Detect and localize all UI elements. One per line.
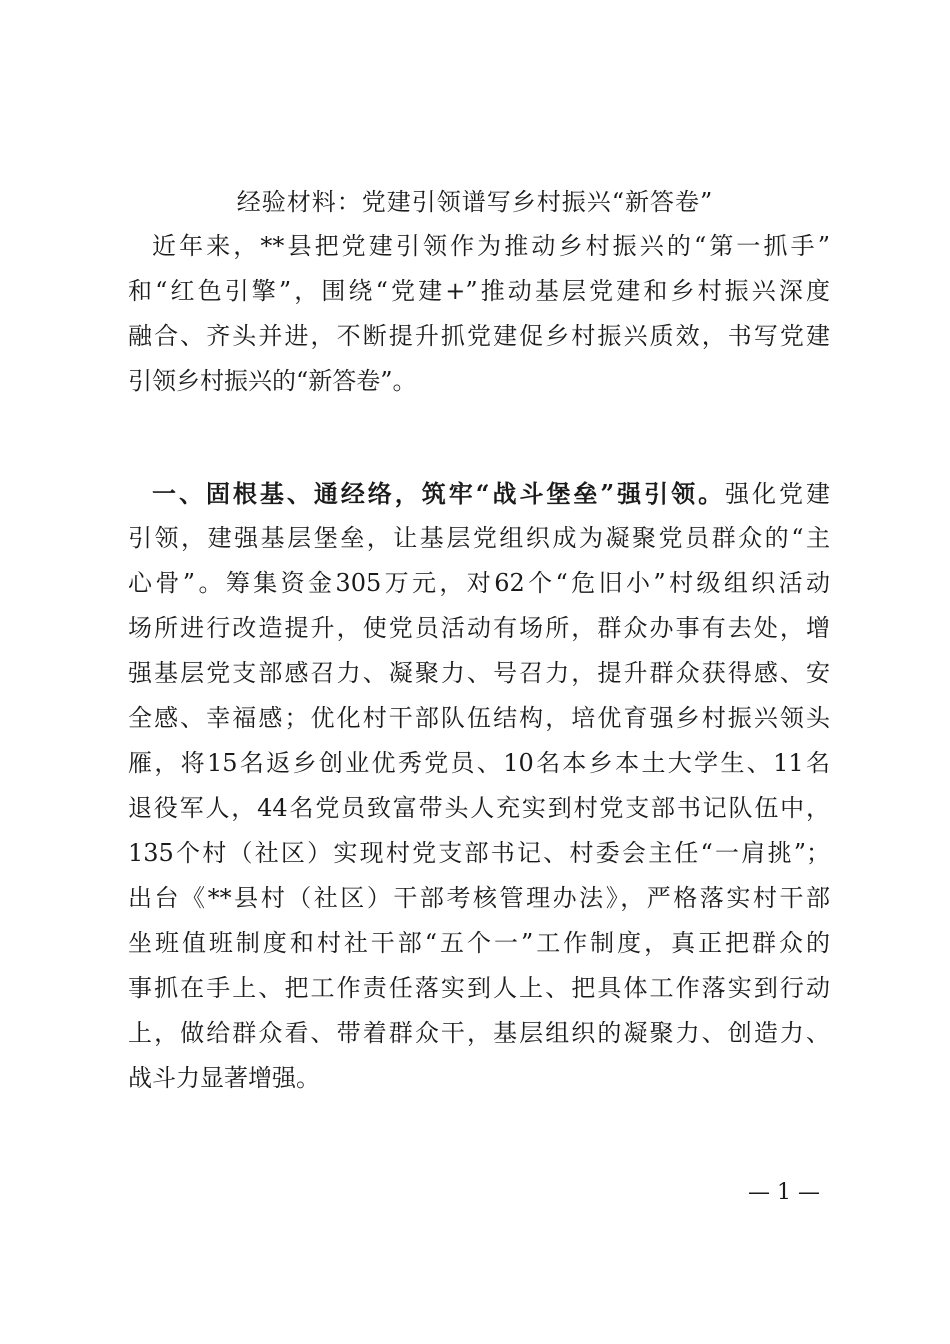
paragraph-intro (128, 224, 830, 404)
paragraph-line: 全感、幸福感；优化村干部队伍结构，培优育强乡村振兴领头 (128, 704, 830, 732)
first-line-rest: 强化党建 (725, 480, 831, 508)
paragraph-line: 引领乡村振兴的“新答卷”。 (128, 367, 417, 395)
paragraph-line: 近年来，**县把党建引领作为推动乡村振兴的“第一抓手” (152, 232, 830, 260)
paragraph-line: 强基层党支部感召力、凝聚力、号召力，提升群众获得感、安 (128, 659, 830, 687)
paragraph-line: 上，做给群众看、带着群众干，基层组织的凝聚力、创造力、 (128, 1019, 830, 1047)
document-title: 经验材料：党建引领谱写乡村振兴“新答卷” (236, 188, 714, 216)
paragraph-line: 出台《**县村（社区）干部考核管理办法》，严格落实村干部 (128, 884, 830, 912)
paragraph-line: 和“红色引擎”，围绕“党建+”推动基层党建和乡村振兴深度 (128, 277, 830, 305)
paragraph-line: 退役军人，44名党员致富带头人充实到村党支部书记队伍中， (128, 794, 830, 822)
paragraph-line: 心骨”。筹集资金305万元，对62个“危旧小”村级组织活动 (128, 569, 830, 597)
paragraph-line: 事抓在手上、把工作责任落实到人上、把具体工作落实到行动 (128, 974, 830, 1002)
paragraph-line: 坐班值班制度和村社干部“五个一”工作制度，真正把群众的 (128, 929, 830, 957)
paragraph-section-one (128, 471, 830, 1101)
paragraph-line: 场所进行改造提升，使党员活动有场所，群众办事有去处，增 (128, 614, 830, 642)
paragraph-line: 引领，建强基层堡垒，让基层党组织成为凝聚党员群众的“主 (128, 524, 830, 552)
paragraph-line: 135个村（社区）实现村党支部书记、村委会主任“一肩挑”； (128, 839, 830, 867)
paragraph-line: 融合、齐头并进，不断提升抓党建促乡村振兴质效，书写党建 (128, 322, 830, 350)
page-number: — 1 — (748, 1180, 820, 1205)
paragraph-line: 战斗力显著增强。 (128, 1064, 320, 1092)
section-heading: 一、固根基、通经络，筑牢“战斗堡垒”强引领。 (152, 479, 726, 508)
paragraph-first-line (128, 471, 830, 516)
paragraph-line: 雁，将15名返乡创业优秀党员、10名本乡本土大学生、11名 (128, 749, 830, 777)
